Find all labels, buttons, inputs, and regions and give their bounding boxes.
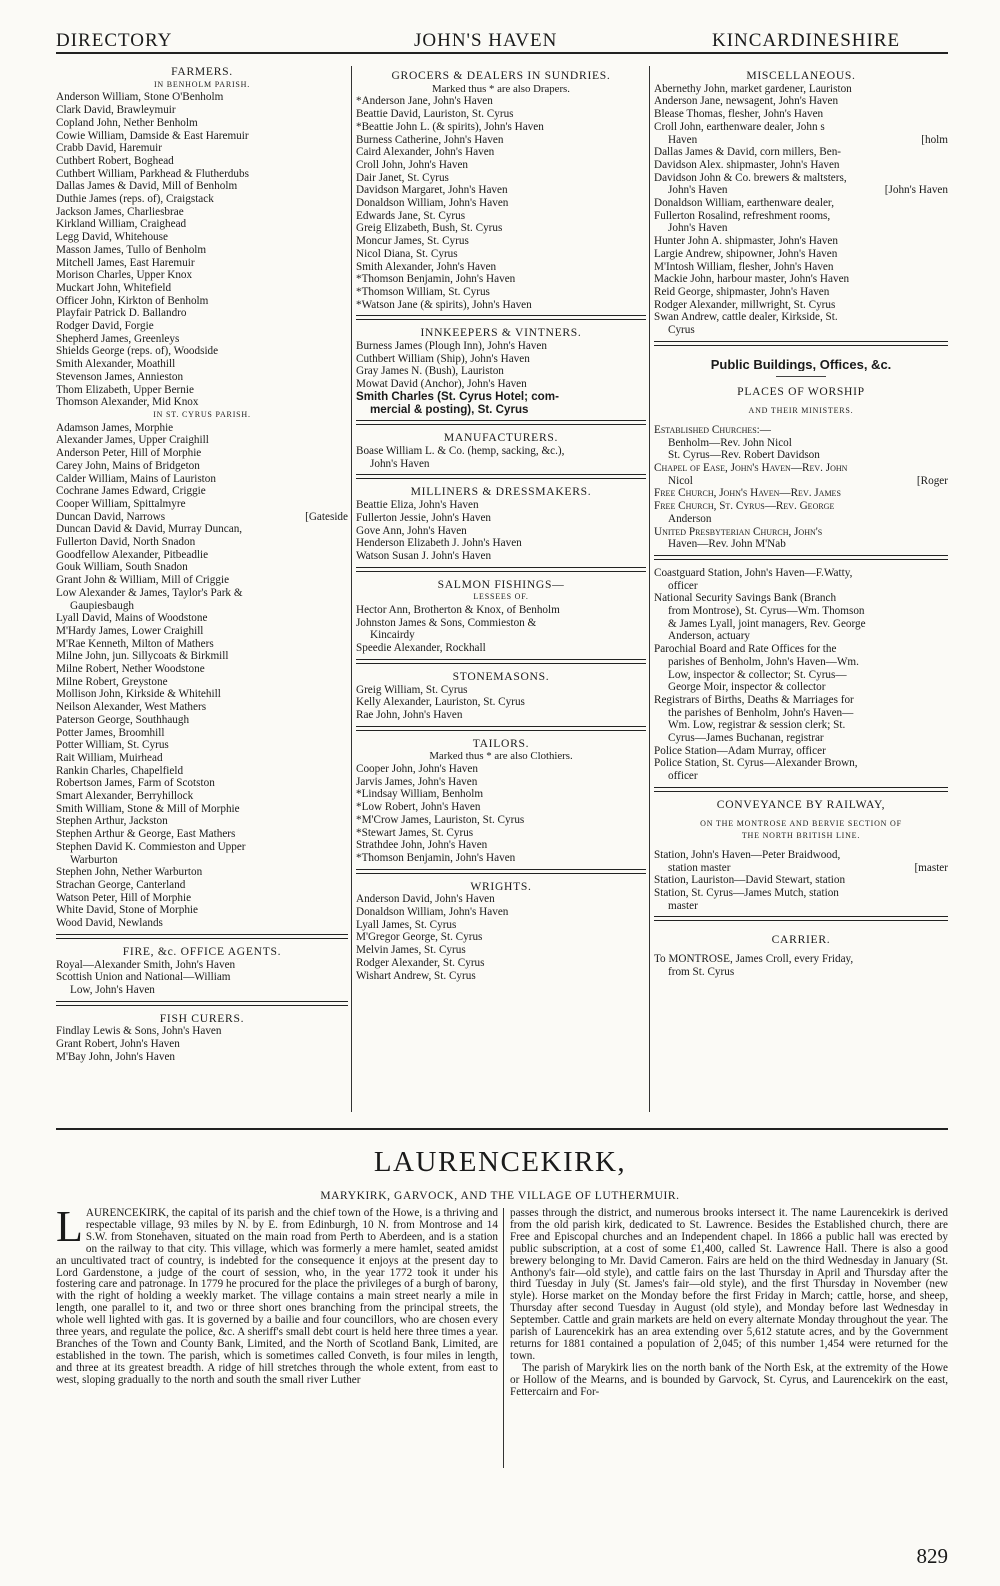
directory-entry: Milne Robert, Nether Woodstone	[56, 663, 205, 676]
section-divider	[356, 659, 646, 664]
directory-entry: Gouk William, South Snadon	[56, 561, 188, 574]
directory-column-3	[654, 70, 948, 979]
section-divider	[654, 555, 948, 560]
directory-entry: Stevenson James, Annieston	[56, 370, 184, 383]
directory-entry: Coastguard Station, John's Haven—F.Watty,	[654, 566, 853, 579]
directory-entry: Robertson James, Farm of Scotston	[56, 777, 215, 790]
directory-entry: Melvin James, St. Cyrus	[356, 944, 466, 957]
directory-entry: Anderson William, Stone O'Benholm	[56, 91, 224, 104]
directory-entry: Findlay Lewis & Sons, John's Haven	[56, 1025, 222, 1038]
directory-entry: Beattie David, Lauriston, St. Cyrus	[356, 108, 514, 121]
section-heading: FIRE, &c. OFFICE AGENTS.	[122, 945, 282, 958]
town-description-right	[510, 1208, 948, 1399]
directory-entry: Jackson James, Charliesbrae	[56, 205, 184, 218]
directory-entry: Parochial Board and Rate Offices for the	[654, 643, 837, 656]
section-divider	[56, 1001, 348, 1006]
directory-entry: National Security Savings Bank (Branch	[654, 592, 837, 605]
directory-entry: Mollison John, Kirkside & Whitehill	[56, 688, 221, 701]
section-divider	[654, 916, 948, 921]
directory-entry: from Montrose), St. Cyrus—Wm. Thomson	[668, 605, 865, 618]
directory-entry: Duncan David, Narrows [Gateside	[56, 510, 348, 523]
running-head-center: JOHN'S HAVEN	[414, 30, 558, 51]
section-rule	[56, 1128, 948, 1130]
directory-entry: M'Gregor George, St. Cyrus	[356, 931, 483, 944]
directory-entry: station master [master	[668, 861, 948, 874]
directory-entry: *Watson Jane (& spirits), John's Haven	[356, 298, 532, 311]
directory-entry: *Thomson William, St. Cyrus	[356, 285, 490, 298]
section-divider	[356, 869, 646, 874]
directory-entry: Edwards Jane, St. Cyrus	[356, 209, 466, 222]
directory-entry: Free Church, John's Haven—Rev. James	[654, 487, 841, 500]
directory-entry: To MONTROSE, James Croll, every Friday,	[654, 953, 854, 966]
section-divider	[356, 726, 646, 731]
directory-entry: *Stewart James, St. Cyrus	[356, 826, 474, 839]
directory-entry: Johnston James & Sons, Commieston &	[356, 616, 537, 629]
directory-entry: Davidson Margaret, John's Haven	[356, 184, 508, 197]
directory-entry: Registrars of Births, Deaths & Marriages for	[654, 693, 854, 706]
directory-entry: from St. Cyrus	[668, 965, 735, 978]
directory-entry: Chapel of Ease, John's Haven—Rev. John	[654, 461, 848, 474]
directory-entry: Watson Susan J. John's Haven	[356, 549, 492, 562]
section-divider	[654, 787, 948, 792]
directory-entry: Station, John's Haven—Peter Braidwood,	[654, 848, 841, 861]
directory-entry: Smith Alexander, Moathill	[56, 358, 176, 371]
directory-column-2	[356, 70, 646, 982]
directory-entry: Gove Ann, John's Haven	[356, 524, 467, 537]
directory-entry: Smith Alexander, John's Haven	[356, 260, 497, 273]
section-note: THE NORTH BRITISH LINE.	[741, 831, 861, 841]
section-divider	[356, 567, 646, 572]
header-rule	[56, 52, 948, 54]
directory-entry: Cuthbert William (Ship), John's Haven	[356, 352, 530, 365]
town-text-left: AURENCEKIRK, the capital of its parish and the chief town of the Howe, is a thriving and respectable village, 93 miles by N. by E. from Edinburgh, 10 N. from Montrose and 14 S.W. from Stonehaven, situated on the main road from Perth to Aberdeen, and is a station on the railway to that city. This village, which was formerly a mere hamlet, seated amidst an uncultivated tract of country, is indebted for the consequence it enjoys at the present day to Lord Gardenstone, a judge of the court of session, who, in the year 1772 took it under his fostering care and patronage. In 1779 he procured for the place the privileges of a burgh of barony, with the right of holding a weekly market. The village contains a main street nearly a mile in length, one parallel to it, and two or three short ones branching from the principal streets, the whole well lighted with gas. It is governed by a bailie and four councillors, who are chosen every three years, and regulate the police, &c. A sheriff's small debt court is held here three times a year. Branches of the Town and County Bank, Limited, and the North of Scotland Bank, Limited, are established in the town. The parish, which is sometimes called Conveth, is four miles in length, and three at its greatest breadth. A ridge of hill stretches through the whole extent, from east to west, sloping gradually to the north and south the small river Luther	[56, 1207, 498, 1386]
section-heading: FISH CURERS.	[159, 1012, 245, 1025]
directory-entry: Mitchell James, East Haremuir	[56, 256, 195, 269]
directory-entry: Free Church, St. Cyrus—Rev. George	[654, 500, 835, 513]
directory-entry: Moncur James, St. Cyrus	[356, 235, 469, 248]
directory-entry: Duncan David & David, Murray Duncan,	[56, 523, 243, 536]
directory-entry: Kelly Alexander, Lauriston, St. Cyrus	[356, 696, 525, 709]
directory-entry: Officer John, Kirkton of Benholm	[56, 294, 209, 307]
directory-entry: Smith William, Stone & Mill of Morphie	[56, 802, 240, 815]
directory-entry: Largie Andrew, shipowner, John's Haven	[654, 247, 838, 260]
section-note: LESSEES OF.	[473, 592, 529, 602]
directory-entry: Donaldson William, John's Haven	[356, 197, 509, 210]
directory-entry: Station, Lauriston—David Stewart, station	[654, 874, 846, 887]
directory-entry: John's Haven	[668, 222, 728, 235]
directory-entry: Mowat David (Anchor), John's Haven	[356, 378, 527, 391]
directory-entry: Cowie William, Damside & East Haremuir	[56, 129, 249, 142]
directory-entry: Low Alexander & James, Taylor's Park &	[56, 586, 243, 599]
directory-entry: St. Cyrus—Rev. Robert Davidson	[668, 449, 820, 462]
directory-entry: Stephen David K. Commieston and Upper	[56, 840, 246, 853]
directory-entry: Greig William, St. Cyrus	[356, 683, 468, 696]
directory-entry: Potter William, St. Cyrus	[56, 739, 169, 752]
directory-entry: Crabb David, Haremuir	[56, 142, 162, 155]
directory-entry: *Thomson Benjamin, John's Haven	[356, 851, 516, 864]
directory-entry: Rodger Alexander, St. Cyrus	[356, 956, 485, 969]
section-heading: CARRIER.	[771, 934, 831, 947]
running-head-left: DIRECTORY	[56, 30, 173, 51]
directory-entry: M'Bay John, John's Haven	[56, 1050, 176, 1063]
directory-entry: Anderson Jane, newsagent, John's Haven	[654, 95, 839, 108]
directory-entry: Kincairdy	[370, 629, 415, 642]
directory-entry: Anderson	[668, 512, 712, 525]
directory-entry: Cuthbert William, Parkhead & Flutherdubs	[56, 167, 249, 180]
directory-entry: Grant John & William, Mill of Criggie	[56, 574, 230, 587]
running-head-right: KINCARDINESHIRE	[712, 30, 901, 51]
drop-cap: L	[56, 1202, 83, 1251]
directory-entry: Scottish Union and National—William	[56, 971, 231, 984]
section-note: Marked thus * are also Drapers.	[432, 82, 570, 95]
directory-entry: Haven [holm	[668, 133, 948, 146]
directory-entry: Calder William, Mains of Lauriston	[56, 472, 216, 485]
column-divider	[503, 1208, 504, 1468]
directory-entry: Blease Thomas, flesher, John's Haven	[654, 108, 824, 121]
directory-entry: George Moir, inspector & collector	[668, 681, 826, 694]
directory-entry: *Thomson Benjamin, John's Haven	[356, 273, 516, 286]
directory-entry: Watson Peter, Hill of Morphie	[56, 891, 192, 904]
page-number: 829	[916, 1544, 948, 1568]
directory-entry: M'Hardy James, Lower Craighill	[56, 624, 204, 637]
town-description-left	[56, 1202, 498, 1387]
directory-entry: Croll John, earthenware dealer, John s	[654, 120, 825, 133]
directory-entry: Low, John's Haven	[70, 983, 155, 996]
directory-entry: Stephen John, Nether Warburton	[56, 866, 203, 879]
directory-entry: Milne Robert, Greystone	[56, 675, 168, 688]
directory-entry: Stephen Arthur & George, East Mathers	[56, 828, 236, 841]
section-note: IN BENHOLM PARISH.	[153, 79, 251, 89]
section-heading: WRIGHTS.	[470, 880, 532, 893]
directory-entry: Hector Ann, Brotherton & Knox, of Benholm	[356, 604, 560, 617]
directory-entry: Gaupiesbaugh	[70, 599, 135, 612]
directory-entry: Hunter John A. shipmaster, John's Haven	[654, 235, 838, 248]
section-heading: Public Buildings, Offices, &c.	[710, 358, 892, 372]
directory-entry: Milne John, jun. Sillycoats & Birkmill	[56, 650, 229, 663]
directory-entry: Swan Andrew, cattle dealer, Kirkside, St.	[654, 311, 838, 324]
directory-entry: Legg David, Whitehouse	[56, 231, 168, 244]
directory-entry: Rodger David, Forgie	[56, 320, 154, 333]
directory-entry: John's Haven [John's Haven	[668, 184, 948, 197]
section-heading: MANUFACTURERS.	[443, 432, 559, 445]
column-divider	[649, 66, 650, 1112]
directory-entry: Davidson Alex. shipmaster, John's Haven	[654, 158, 840, 171]
directory-entry: Gray James N. (Bush), Lauriston	[356, 365, 504, 378]
directory-entry: Low, inspector & collector; St. Cyrus—	[668, 668, 847, 681]
directory-entry: Shields George (reps. of), Woodside	[56, 345, 219, 358]
directory-entry: officer	[668, 770, 698, 783]
directory-entry: Croll John, John's Haven	[356, 158, 469, 171]
directory-entry: Benholm—Rev. John Nicol	[668, 436, 792, 449]
directory-entry: Reid George, shipmaster, John's Haven	[654, 285, 830, 298]
directory-entry: Police Station, St. Cyrus—Alexander Brown,	[654, 757, 858, 770]
directory-entry: Wm. Low, registrar & session clerk; St.	[668, 719, 846, 732]
directory-entry: Dair Janet, St. Cyrus	[356, 171, 449, 184]
directory-entry: *Beattie John L. (& spirits), John's Haven	[356, 120, 544, 133]
column-divider	[351, 66, 352, 1112]
directory-entry: Paterson George, Southhaugh	[56, 713, 190, 726]
directory-entry: Thomson Alexander, Mid Knox	[56, 396, 199, 409]
section-heading: TAILORS.	[472, 737, 530, 750]
directory-entry: Established Churches:—	[654, 423, 771, 436]
directory-entry: Mackie John, harbour master, John's Haven	[654, 273, 850, 286]
directory-entry: Masson James, Tullo of Benholm	[56, 243, 207, 256]
directory-entry: Adamson James, Morphie	[56, 421, 174, 434]
directory-entry: Lyall James, St. Cyrus	[356, 918, 457, 931]
directory-entry: M'Rae Kenneth, Milton of Mathers	[56, 637, 214, 650]
directory-entry: Anderson, actuary	[668, 630, 751, 643]
directory-entry: Anderson Peter, Hill of Morphie	[56, 447, 202, 460]
directory-entry: the parishes of Benholm, John's Haven—	[668, 706, 854, 719]
directory-entry: parishes of Benholm, John's Haven—Wm.	[668, 655, 859, 668]
directory-entry: *M'Crow James, Lauriston, St. Cyrus	[356, 813, 525, 826]
directory-entry: Speedie Alexander, Rockhall	[356, 642, 486, 655]
directory-entry: Rae John, John's Haven	[356, 708, 463, 721]
directory-entry: Dallas James & David, corn millers, Ben-	[654, 146, 842, 159]
section-note: Marked thus * are also Clothiers.	[429, 750, 573, 763]
section-heading: SALMON FISHINGS—	[437, 578, 565, 591]
directory-entry: Shepherd James, Greenleys	[56, 332, 180, 345]
section-note: ON THE MONTROSE AND BERVIE SECTION OF	[700, 818, 902, 828]
directory-entry: Goodfellow Alexander, Pitbeadlie	[56, 548, 209, 561]
section-heading: GROCERS & DEALERS IN SUNDRIES.	[391, 70, 611, 82]
section-divider	[356, 420, 646, 425]
directory-entry: Royal—Alexander Smith, John's Haven	[56, 958, 236, 971]
directory-entry: Abernethy John, market gardener, Lauriston	[654, 82, 852, 95]
directory-entry: Cochrane James Edward, Criggie	[56, 485, 206, 498]
town-title: LAURENCEKIRK,	[373, 1146, 627, 1178]
directory-entry: Fullerton Jessie, John's Haven	[356, 511, 492, 524]
section-divider	[356, 315, 646, 320]
directory-entry: White David, Stone of Morphie	[56, 904, 198, 917]
directory-entry: Smith Charles (St. Cyrus Hotel; com-	[356, 390, 559, 403]
directory-entry: master	[668, 899, 698, 912]
directory-entry: Anderson David, John's Haven	[356, 893, 495, 906]
directory-entry: Cyrus	[668, 324, 695, 337]
directory-entry: Haven—Rev. John M'Nab	[668, 538, 786, 551]
directory-entry: Potter James, Broomhill	[56, 726, 165, 739]
directory-entry: Rait William, Muirhead	[56, 751, 163, 764]
section-note: AND THEIR MINISTERS.	[748, 406, 854, 416]
directory-entry: Davidson John & Co. brewers & maltsters,	[654, 171, 847, 184]
section-heading: MISCELLANEOUS.	[746, 70, 856, 82]
directory-entry: Strathdee John, John's Haven	[356, 839, 488, 852]
directory-entry: Donaldson William, John's Haven	[356, 906, 509, 919]
directory-entry: Boase William L. & Co. (hemp, sacking, &c.),	[356, 444, 565, 457]
directory-entry: *Anderson Jane, John's Haven	[356, 95, 493, 108]
directory-entry: Wishart Andrew, St. Cyrus	[356, 969, 476, 982]
directory-entry: John's Haven	[370, 457, 430, 470]
directory-entry: Alexander James, Upper Craighill	[56, 434, 209, 447]
section-heading: FARMERS.	[171, 66, 233, 78]
directory-entry: mercial & posting), St. Cyrus	[370, 403, 529, 416]
directory-entry: Burness Catherine, John's Haven	[356, 133, 504, 146]
directory-entry: Dallas James & David, Mill of Benholm	[56, 180, 238, 193]
directory-entry: Henderson Elizabeth J. John's Haven	[356, 537, 522, 550]
town-text-right: passes through the district, and numerous brooks intersect it. The name Laurencekirk is derived from the old parish kirk, dedicated to St. Lawrence. Besides the Established church, there are Free and Episcopal churches and an Independent chapel. In 1866 a public hall was erected by public subscription, at a cost of some £1,400, called St. Lawrence Hall. There is also a good brewery belonging to Mr. David Cameron. Fairs are held on the third Wednesday in January (St. Anthony's fair—old style), and cattle fairs on the last Thursday in April and Thursday after the third Tuesday in July (St. James's fair—old style), and the first Thursday in November (new style). Horse market on the Monday before the first Friday in March; cattle, horse, and sheep, Thursday after second Tuesday in August (old style), and Monday before last Wednesday in September. Cattle and grain markets are held on every alternate Monday throughout the year. The parish of Laurencekirk has an area extending over 5,612 statute acres, and by the Government returns for 1881 contained a population of 2,045; of this number 1,454 were returned for the town.	[510, 1207, 948, 1362]
directory-entry: Fullerton David, North Snadon	[56, 536, 196, 549]
directory-entry: *Lindsay William, Benholm	[356, 788, 484, 801]
directory-entry: Kirkland William, Craighead	[56, 218, 187, 231]
directory-entry: Fullerton Rosalind, refreshment rooms,	[654, 209, 831, 222]
town-text-right-2: The parish of Marykirk lies on the north bank of the North Esk, at the extremity of the Howe or Hollow of the Mearns, and is bounded by Garvock, St. Cyrus, and Laurencekirk on the east, Fettercairn and For-	[510, 1361, 948, 1398]
directory-entry: officer	[668, 579, 698, 592]
town-subtitle: MARYKIRK, GARVOCK, AND THE VILLAGE OF LUTHERMUIR.	[320, 1190, 680, 1202]
directory-entry: & James Lyall, joint managers, Rev. George	[668, 617, 866, 630]
directory-entry: Rodger Alexander, millwright, St. Cyrus	[654, 298, 836, 311]
section-heading: CONVEYANCE BY RAILWAY,	[716, 798, 886, 811]
directory-entry: Beattie Eliza, John's Haven	[356, 499, 479, 512]
section-heading: INNKEEPERS & VINTNERS.	[420, 327, 582, 340]
directory-entry: Muckart John, Whitefield	[56, 281, 172, 294]
directory-column-1	[56, 66, 348, 1063]
directory-entry: Wood David, Newlands	[56, 917, 163, 930]
directory-entry: United Presbyterian Church, John's	[654, 525, 823, 538]
directory-entry: Cuthbert Robert, Boghead	[56, 154, 174, 167]
section-heading: STONEMASONS.	[452, 670, 550, 683]
directory-entry: Caird Alexander, John's Haven	[356, 146, 495, 159]
directory-entry: Jarvis James, John's Haven	[356, 775, 478, 788]
directory-entry: Carey John, Mains of Bridgeton	[56, 459, 200, 472]
section-divider	[654, 341, 948, 346]
directory-entry: Cyrus—James Buchanan, registrar	[668, 732, 824, 745]
directory-entry: Strachan George, Canterland	[56, 879, 186, 891]
section-note: IN ST. CYRUS PARISH.	[153, 409, 251, 419]
directory-entry: Grant Robert, John's Haven	[56, 1038, 180, 1051]
directory-entry: Clark David, Brawleymuir	[56, 104, 176, 117]
directory-entry: Nicol Diana, St. Cyrus	[356, 247, 458, 260]
directory-entry: Warburton	[70, 853, 118, 866]
directory-entry: Nicol [Roger	[668, 474, 948, 487]
directory-entry: M'Intosh William, flesher, John's Haven	[654, 260, 834, 273]
directory-entry: Greig Elizabeth, Bush, St. Cyrus	[356, 222, 503, 235]
directory-entry: Smart Alexander, Berryhillock	[56, 790, 194, 803]
directory-entry: *Low Robert, John's Haven	[356, 801, 481, 814]
directory-entry: Rankin Charles, Chapelfield	[56, 764, 184, 777]
section-divider	[356, 474, 646, 479]
short-rule	[776, 376, 826, 377]
directory-entry: Lyall David, Mains of Woodstone	[56, 612, 208, 625]
directory-entry: Stephen Arthur, Jackston	[56, 815, 168, 828]
directory-entry: Copland John, Nether Benholm	[56, 116, 198, 129]
directory-entry: Cooper John, John's Haven	[356, 763, 478, 776]
directory-entry: Donaldson William, earthenware dealer,	[654, 197, 834, 210]
directory-entry: Burness James (Plough Inn), John's Haven	[356, 340, 547, 353]
section-divider	[56, 934, 348, 939]
directory-entry: Cooper William, Spittalmyre	[56, 497, 186, 510]
directory-entry: Station, St. Cyrus—James Mutch, station	[654, 887, 839, 900]
section-heading: PLACES OF WORSHIP	[737, 386, 865, 399]
directory-entry: Duthie James (reps. of), Craigstack	[56, 193, 214, 206]
directory-entry: Thom Elizabeth, Upper Bernie	[56, 383, 194, 396]
directory-entry: Playfair Patrick D. Ballandro	[56, 307, 187, 320]
directory-entry: Neilson Alexander, West Mathers	[56, 701, 207, 714]
section-heading: MILLINERS & DRESSMAKERS.	[410, 486, 592, 499]
directory-entry: Morison Charles, Upper Knox	[56, 269, 193, 282]
directory-entry: Police Station—Adam Murray, officer	[654, 744, 826, 757]
